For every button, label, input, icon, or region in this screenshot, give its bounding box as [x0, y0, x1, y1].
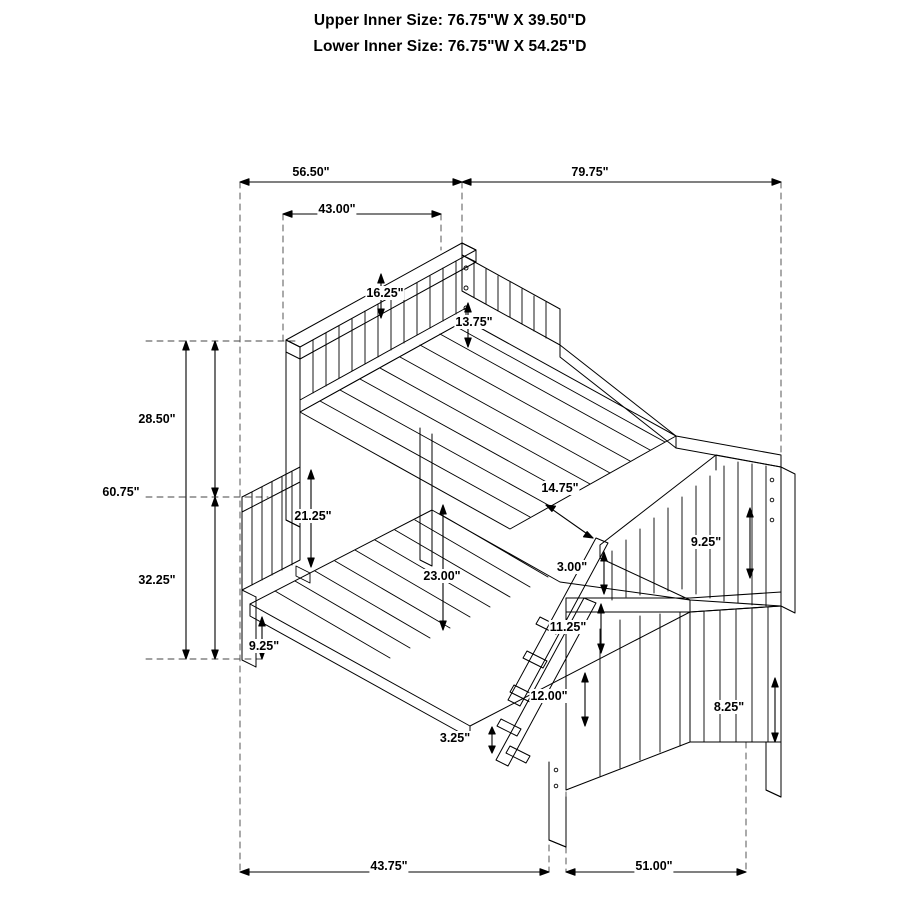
dim-upper-bunk-clear: 14.75"	[541, 481, 579, 495]
dim-upper-headboard: 13.75"	[455, 315, 493, 329]
dim-lower-clearance: 32.25"	[138, 573, 176, 587]
dim-ladder-foot-offset: 3.25"	[439, 731, 471, 745]
dim-upper-guard-height: 16.25"	[366, 286, 404, 300]
dim-lower-deck-height: 23.00"	[423, 569, 461, 583]
dim-upper-rail-width: 43.00"	[318, 202, 356, 216]
dim-footboard-height: 8.25"	[713, 700, 745, 714]
dim-ladder-offset: 3.00"	[556, 560, 588, 574]
dim-bottom-right-depth: 51.00"	[635, 859, 673, 873]
dim-ladder-rung-spacing: 11.25"	[549, 620, 587, 634]
dim-upper-deck-height: 28.50"	[138, 412, 176, 426]
dim-ladder-bottom: 12.00"	[530, 689, 568, 703]
dim-lower-side-height: 21.25"	[294, 509, 332, 523]
dim-top-right-width: 79.75"	[571, 165, 609, 179]
dim-top-left-width: 56.50"	[292, 165, 330, 179]
dim-lower-leg-height: 9.25"	[248, 639, 280, 653]
upper-inner-size-text: Upper Inner Size: 76.75"W X 39.50"D	[313, 12, 587, 29]
dim-bottom-left-depth: 43.75"	[370, 859, 408, 873]
dim-right-rail-height: 9.25"	[690, 535, 722, 549]
dim-overall-height: 60.75"	[102, 485, 140, 499]
lower-inner-size-text: Lower Inner Size: 76.75"W X 54.25"D	[313, 38, 587, 55]
